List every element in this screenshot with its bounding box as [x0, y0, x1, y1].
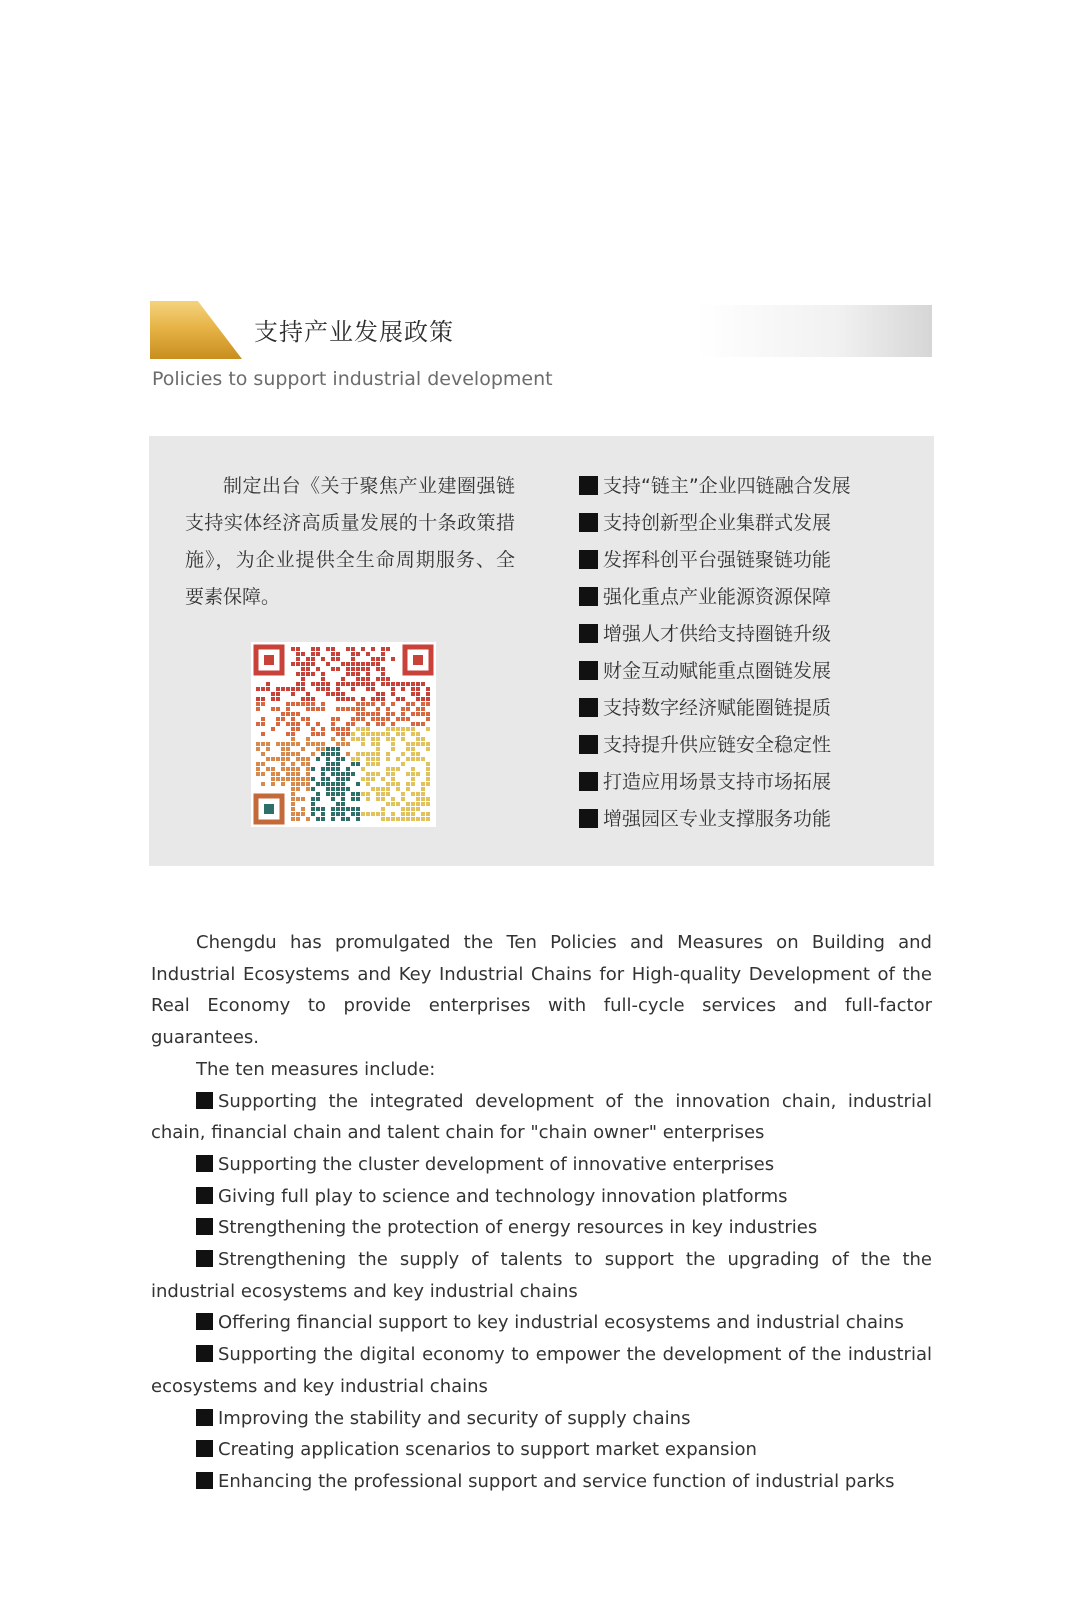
measure-en-text: Strengthening the protection of energy resources in key industries	[218, 1217, 818, 1239]
measure-cn-text: 支持提升供应链安全稳定性	[603, 734, 832, 756]
bullet-square-icon	[196, 1440, 213, 1457]
measure-en-item	[151, 1403, 932, 1435]
measure-en-item	[151, 1149, 932, 1181]
measure-cn-text: 财金互动赋能重点圈链发展	[603, 660, 832, 682]
measure-en-text: Supporting the digital economy to empower the development of the industrial ecosystems and key industrial chains	[151, 1344, 932, 1397]
section-subtitle: Policies to support industrial development	[152, 368, 553, 390]
english-lead: The ten measures include:	[196, 1058, 436, 1080]
measure-cn-text: 增强园区专业支撑服务功能	[603, 808, 832, 830]
measure-en-item	[151, 1339, 932, 1402]
measure-en-item	[151, 1086, 932, 1149]
section-banner	[150, 305, 932, 357]
bullet-square-icon	[579, 698, 598, 717]
measure-en-item	[151, 1244, 932, 1307]
measure-cn-item	[579, 653, 851, 690]
section-title: 支持产业发展政策	[254, 318, 454, 346]
bullet-square-icon	[196, 1250, 213, 1267]
measure-cn-text: 强化重点产业能源资源保障	[603, 586, 832, 608]
measure-en-item	[151, 1181, 932, 1213]
bullet-square-icon	[579, 772, 598, 791]
bullet-square-icon	[196, 1218, 213, 1235]
policy-panel	[149, 436, 934, 866]
measure-cn-item	[579, 542, 851, 579]
measure-en-text: Creating application scenarios to support market expansion	[218, 1439, 757, 1461]
measure-cn-text: 增强人才供给支持圈链升级	[603, 623, 832, 645]
measure-cn-text: 发挥科创平台强链聚链功能	[603, 549, 832, 571]
measures-list-english	[151, 1086, 932, 1498]
english-intro: Chengdu has promulgated the Ten Policies and Measures on Building and Industrial Ecosystems and Key Industrial Chains for High-quality Development of the Real Economy to provide enterprises with full-cycle services and full-factor guarantees.	[151, 932, 932, 1049]
measure-cn-item	[579, 690, 851, 727]
bullet-square-icon	[579, 476, 598, 495]
qr-code-graphic	[251, 642, 436, 827]
bullet-square-icon	[196, 1345, 213, 1362]
bullet-square-icon	[196, 1155, 213, 1172]
measure-cn-item	[579, 764, 851, 801]
measure-en-text: Improving the stability and security of supply chains	[218, 1407, 691, 1429]
measure-en-item	[151, 1466, 932, 1498]
qr-code-icon[interactable]	[251, 642, 436, 827]
measure-en-item	[151, 1212, 932, 1244]
bullet-square-icon	[579, 661, 598, 680]
measure-en-text: Offering financial support to key industrial ecosystems and industrial chains	[218, 1312, 904, 1334]
measure-cn-item	[579, 727, 851, 764]
measure-cn-item	[579, 468, 851, 505]
measure-en-text: Strengthening the supply of talents to support the upgrading of the the industrial ecosystems and key industrial chains	[151, 1249, 932, 1302]
bullet-square-icon	[196, 1472, 213, 1489]
bullet-square-icon	[196, 1409, 213, 1426]
measure-cn-text: 支持数字经济赋能圈链提质	[603, 697, 832, 719]
english-section	[151, 927, 932, 1498]
measure-en-text: Giving full play to science and technology innovation platforms	[218, 1185, 788, 1207]
measure-en-text: Enhancing the professional support and service function of industrial parks	[218, 1470, 895, 1492]
bullet-square-icon	[579, 513, 598, 532]
measure-cn-item	[579, 616, 851, 653]
bullet-square-icon	[196, 1187, 213, 1204]
measure-cn-text: 打造应用场景支持市场拓展	[603, 771, 832, 793]
bullet-square-icon	[196, 1313, 213, 1330]
bullet-square-icon	[579, 587, 598, 606]
bullet-square-icon	[579, 809, 598, 828]
measure-en-text: Supporting the cluster development of innovative enterprises	[218, 1153, 775, 1175]
measure-en-text: Supporting the integrated development of the innovation chain, industrial chain, financial chain and talent chain for "chain owner" enterprises	[151, 1090, 932, 1144]
bullet-square-icon	[579, 624, 598, 643]
measure-en-item	[151, 1307, 932, 1339]
bullet-square-icon	[579, 550, 598, 569]
measure-cn-item	[579, 801, 851, 838]
measure-cn-text: 支持“链主”企业四链融合发展	[603, 475, 851, 497]
bullet-square-icon	[196, 1092, 213, 1109]
measure-cn-item	[579, 505, 851, 542]
intro-chinese: 制定出台《关于聚焦产业建圈强链支持实体经济高质量发展的十条政策措施》，为企业提供全生命周期服务、全要素保障。	[185, 475, 515, 608]
measure-cn-item	[579, 579, 851, 616]
measure-en-item	[151, 1434, 932, 1466]
bullet-square-icon	[579, 735, 598, 754]
measures-list-chinese	[579, 468, 851, 838]
measure-cn-text: 支持创新型企业集群式发展	[603, 512, 832, 534]
